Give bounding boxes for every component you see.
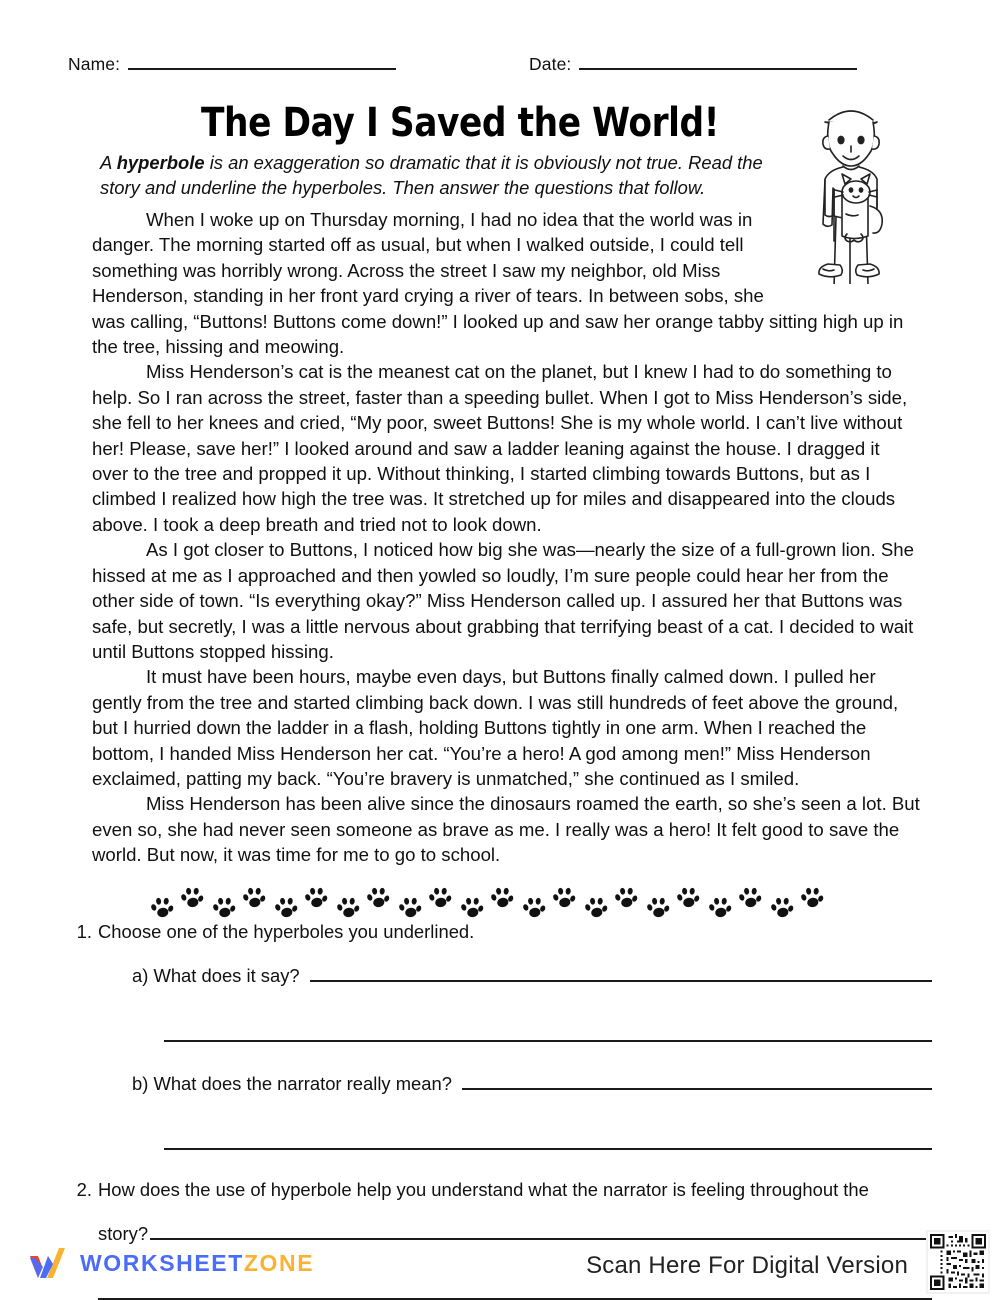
worksheetzone-logo[interactable] (26, 1244, 314, 1282)
illustration-text-wrap-spacer (802, 207, 920, 285)
question-2-text-line2: story? (98, 1223, 149, 1244)
date-answer-rule[interactable] (579, 54, 857, 70)
instructions-before: A (100, 152, 117, 173)
story-paragraph: It must have been hours, maybe even days, but Buttons finally calmed down. I pulled her gently from the tree and started climbing back down. I was still hundreds of feet above the ground, but I hurried down the ladder in a flash, holding Buttons tightly in one arm. When I reached the bottom, I handed Miss Henderson her cat. “You’re a hero! A god among men!” Miss Henderson exclaimed, patting my back. “You’re bravery is unmatched,” she continued as I smiled. (92, 666, 899, 789)
question-1 (68, 920, 932, 944)
date-field[interactable] (529, 54, 857, 75)
qr-code[interactable] (926, 1230, 990, 1294)
question-1-number: 1. (76, 921, 92, 942)
story-paragraph: When I woke up on Thursday morning, I had no idea that the world was in danger. The morning started off as usual, but when I walked outside, I could tell something was horribly wrong. Across the street I saw my neighbor, old Miss Henderson, standing in her front yard crying a river of tears. In between sobs, she was calling, “Buttons! Buttons come down!” I looked up and saw her orange tabby sitting high up in the tree, hissing and meowing. (92, 209, 904, 358)
name-field[interactable] (68, 54, 396, 75)
logo-word-worksheet: WORKSHEET (80, 1249, 244, 1276)
question-1a-label: a) What does it say? (132, 965, 300, 986)
question-2-number: 2. (76, 1179, 92, 1200)
story-paragraph: As I got closer to Buttons, I noticed how big she was—nearly the size of a full-grown lion. She hissed at me as I approached and then yowled so loudly, I’m sure people could hear her from the other side of town. “Is everything okay?” Miss Henderson called up. I assured her that Buttons was safe, but secretly, I was a little nervous about grabbing that terrifying beast of a cat. I decided to wait until Buttons stopped hissing. (92, 539, 914, 662)
story-paragraph: Miss Henderson’s cat is the meanest cat on the planet, but I knew I had to do something to help. So I ran across the street, faster than a speeding bullet. When I got to Miss Henderson’s side, she fell to her knees and cried, “My poor, sweet Buttons! She is my whole world. I can’t live without her! Please, save her!” I looked around and saw a ladder leaning against the house. I dragged it over to the tree and propped it up. Without thinking, I started climbing towards Buttons, but as I climbed I realized how high the tree was. It stretched up for miles and disappeared into the clouds above. I took a deep breath and tried not to look down. (92, 361, 908, 535)
date-label: Date: (529, 54, 572, 74)
instructions-term: hyperbole (116, 152, 205, 173)
name-date-row (68, 54, 932, 84)
logo-word-zone: ZONE (243, 1249, 315, 1276)
page-title: The Day I Saved the World! (201, 100, 719, 146)
question-1a (132, 964, 932, 988)
question-1a-answer-rule[interactable] (310, 968, 932, 982)
scan-here-text: Scan Here For Digital Version (586, 1252, 908, 1279)
question-1b-label: b) What does the narrator really mean? (132, 1073, 452, 1094)
worksheetzone-logo-mark-icon (26, 1244, 70, 1282)
name-label: Name: (68, 54, 121, 74)
story-passage (92, 207, 920, 868)
name-answer-rule[interactable] (128, 54, 396, 70)
story-paragraph: Miss Henderson has been alive since the dinosaurs roamed the earth, so she’s seen a lot. But even so, she had never seen someone as brave as me. I really was a hero! It felt good to save the world. But now, it was time for me to go to school. (92, 793, 920, 866)
question-1b-answer-rule[interactable] (462, 1076, 932, 1090)
instructions (100, 150, 790, 200)
paw-print-row (150, 887, 824, 917)
question-2 (68, 1178, 932, 1202)
question-2-text: How does the use of hyperbole help you understand what the narrator is feeling throughout the (98, 1179, 869, 1200)
page-footer (0, 1230, 1000, 1294)
worksheetzone-logo-text (80, 1250, 314, 1277)
question-1b (132, 1072, 932, 1096)
instructions-after: is an exaggeration so dramatic that it is obviously not true. Read the story and underline the hyperboles. Then answer the questions that follow. (100, 152, 763, 198)
question-1-text: Choose one of the hyperboles you underlined. (98, 921, 475, 942)
paw-print-divider (150, 884, 850, 920)
